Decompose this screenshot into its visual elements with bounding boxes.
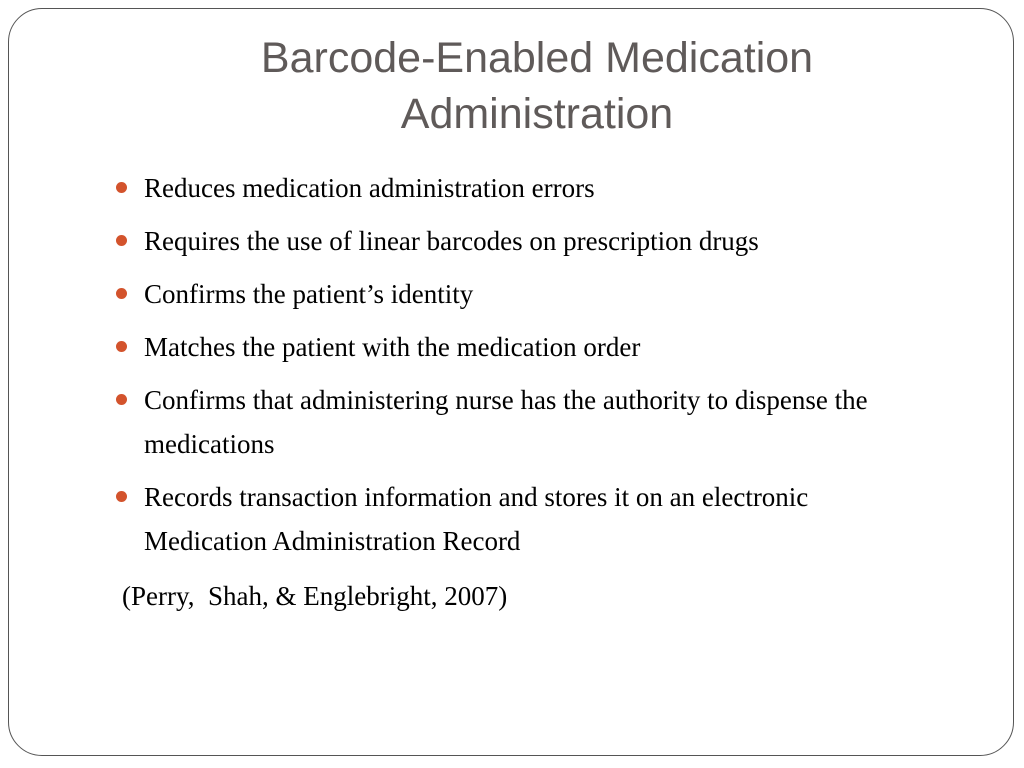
slide-title-line-2: Administration [400,90,674,138]
bullet-text: Confirms that administering nurse has the authority to dispense the medications [144,385,868,459]
citation: (Perry, Shah, & Englebright, 2007) [122,581,508,611]
bullet-dot-icon [116,182,127,193]
bullet-text: Records transaction information and stores it on an electronic Medication Administration Record [144,482,809,556]
bullet-text: Matches the patient with the medication order [144,332,641,362]
bullet-item [116,219,936,263]
bullet-item [116,475,936,563]
bullet-dot-icon [116,235,127,246]
bullet-item [116,166,936,210]
bullet-item [116,325,936,369]
bullet-dot-icon [116,341,127,352]
bullet-text: Confirms the patient’s identity [144,279,474,309]
bullet-list [116,166,936,572]
bullet-dot-icon [116,491,127,502]
bullet-item [116,272,936,316]
bullet-text: Requires the use of linear barcodes on prescription drugs [144,226,759,256]
bullet-text: Reduces medication administration errors [144,173,595,203]
bullet-dot-icon [116,288,127,299]
bullet-dot-icon [116,394,127,405]
slide-title-line-1: Barcode-Enabled Medication [260,34,814,82]
slide-title [120,30,954,142]
bullet-item [116,378,936,466]
